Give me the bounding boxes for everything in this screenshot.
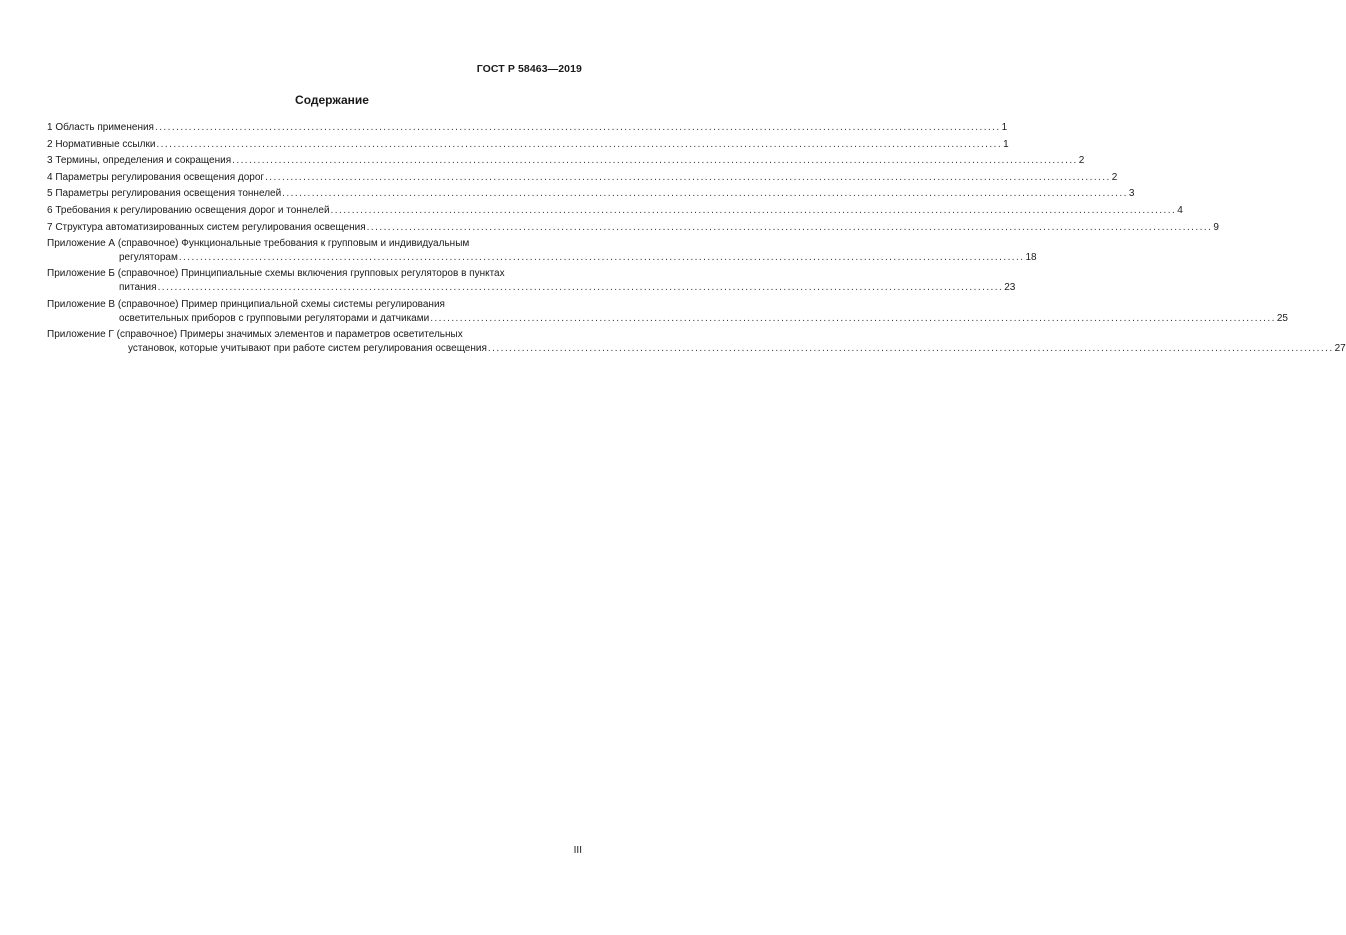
toc-entry-text: 5 Параметры регулирования освещения тоннелей: [47, 188, 282, 200]
toc-entry-text: 7 Структура автоматизированных систем регулирования освещения: [47, 221, 366, 233]
toc-entry-3[interactable]: [47, 154, 1085, 168]
toc-entry-6[interactable]: [47, 204, 1183, 218]
toc-entry-page: 1: [1001, 122, 1008, 133]
toc-entry-text: 4 Параметры регулирования освещения дорог: [47, 171, 265, 183]
toc-entry-5[interactable]: [47, 187, 1135, 201]
toc-appendix-continuation: установок, которые учитывают при работе систем регулирования освещения: [128, 342, 487, 354]
toc-entry-4[interactable]: [47, 171, 1118, 185]
toc-entry-1[interactable]: [47, 121, 1008, 135]
dot-leader: ........................................................................................................................................................................................................: [265, 171, 1111, 183]
toc-appendix-a[interactable]: [47, 237, 1037, 265]
toc-entry-7[interactable]: [47, 221, 1219, 235]
dot-leader: ........................................................................................................................................................................................................: [487, 342, 1334, 354]
toc-entry-text: 1 Область применения: [47, 122, 154, 133]
toc-appendix-b[interactable]: [47, 267, 1016, 295]
toc-appendix-v[interactable]: [47, 298, 1288, 326]
toc-appendix-heading: Приложение Г (справочное) Примеры значимых элементов и параметров осветительных: [47, 328, 463, 340]
toc-entry-page: 2: [1078, 155, 1085, 167]
dot-leader: ........................................................................................................................................................................................................: [430, 312, 1276, 324]
toc-entry-page: 1: [1003, 138, 1009, 150]
toc-entry-text: 2 Нормативные ссылки: [47, 138, 156, 150]
toc-entry-page: 23: [1004, 282, 1016, 294]
dot-leader: ........................................................................................................................................................................................................: [232, 155, 1078, 167]
toc-entry-page: 9: [1213, 221, 1219, 233]
toc-appendix-continuation: регуляторам: [119, 252, 178, 264]
dot-leader: ........................................................................................................................................................................................................: [157, 282, 1004, 294]
toc-entry-page: 2: [1111, 171, 1118, 183]
toc-entry-page: 3: [1128, 188, 1135, 200]
table-of-contents: [47, 121, 1346, 358]
toc-entry-page: 27: [1334, 342, 1346, 354]
toc-entry-page: 18: [1025, 252, 1037, 264]
dot-leader: ........................................................................................................................................................................................................: [154, 122, 1001, 133]
toc-appendix-heading: Приложение Б (справочное) Принципиальные схемы включения групповых регуляторов в пунктах: [47, 268, 505, 280]
toc-appendix-heading: Приложение В (справочное) Пример принципиальной схемы системы регулирования: [47, 298, 445, 310]
page-number: III: [573, 845, 582, 856]
dot-leader: ........................................................................................................................................................................................................: [282, 188, 1128, 200]
toc-entry-text: 3 Термины, определения и сокращения: [47, 155, 232, 167]
dot-leader: ........................................................................................................................................................................................................: [156, 138, 1003, 150]
toc-entry-text: 6 Требования к регулированию освещения дорог и тоннелей: [47, 204, 330, 216]
dot-leader: ........................................................................................................................................................................................................: [366, 221, 1213, 233]
document-code: ГОСТ Р 58463—2019: [476, 63, 582, 75]
dot-leader: ........................................................................................................................................................................................................: [178, 252, 1025, 264]
toc-entry-page: 25: [1276, 312, 1288, 324]
dot-leader: ........................................................................................................................................................................................................: [330, 204, 1177, 216]
toc-appendix-g[interactable]: [47, 328, 1346, 356]
toc-appendix-heading: Приложение А (справочное) Функциональные требования к групповым и индивидуальным: [47, 238, 470, 250]
toc-entry-page: 4: [1177, 204, 1183, 216]
toc-entry-2[interactable]: [47, 138, 1009, 152]
toc-appendix-continuation: осветительных приборов с групповыми регуляторами и датчиками: [119, 312, 430, 324]
toc-appendix-continuation: питания: [119, 282, 157, 294]
toc-title: Содержание: [295, 93, 369, 107]
